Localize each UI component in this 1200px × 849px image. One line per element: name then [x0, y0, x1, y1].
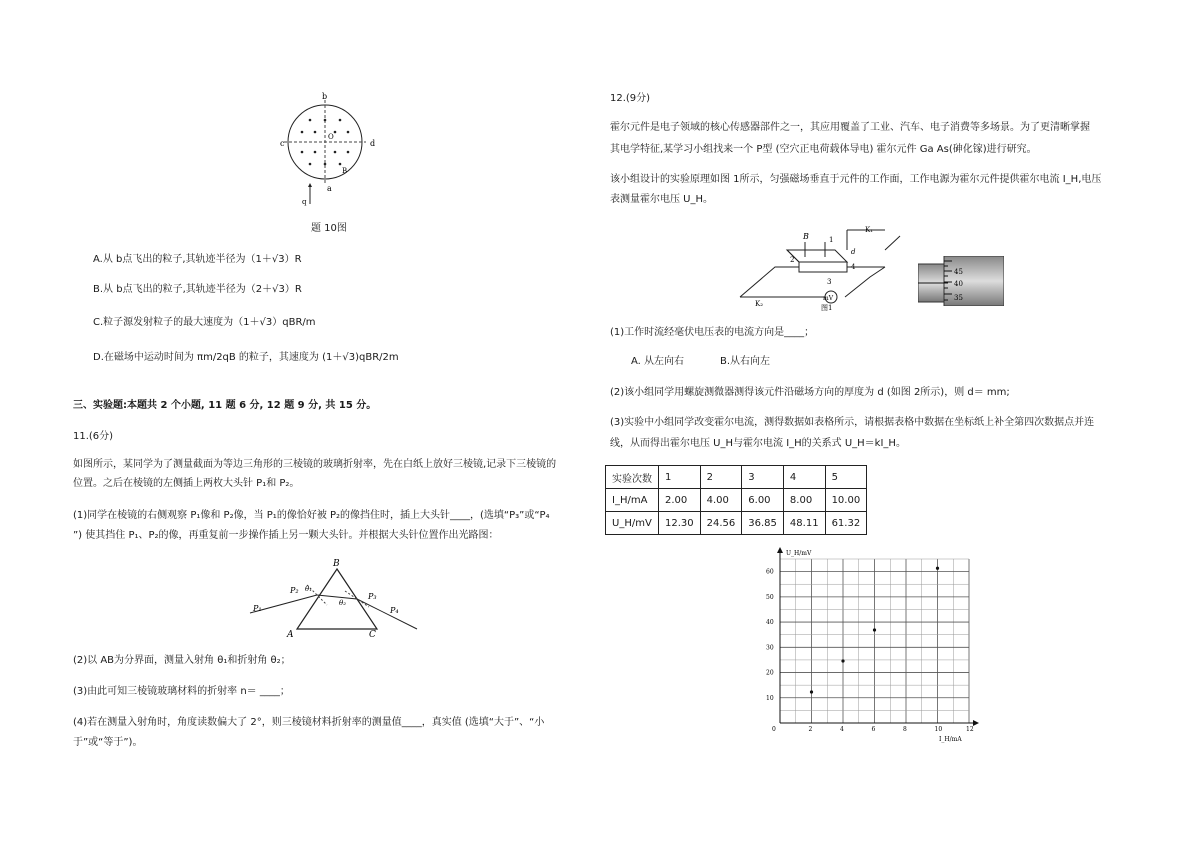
table-cell: 61.32	[825, 512, 867, 535]
figure-1-caption: 图1	[821, 304, 833, 312]
q12-sub3-line2: 线，从而得出霍尔电压 U_H与霍尔电流 I_H的关系式 U_H＝kI_H。	[610, 438, 906, 449]
prism-figure	[245, 555, 435, 643]
table-header-row	[606, 466, 867, 489]
table-cell: 10.00	[825, 489, 867, 512]
option-d: D.在磁场中运动时间为 πm/2qB 的粒子，其速度为 (1＋√3)qBR/2m	[93, 352, 399, 363]
pin-p1: P₁	[253, 604, 262, 613]
q12-sub3-line1: (3)实验中小组同学改变霍尔电流，测得数据如表格所示，请根据表格中数据在坐标纸上补全第四次数据点并连	[610, 417, 1095, 428]
prism-vertex-c: C	[369, 630, 376, 640]
q11-sub1-line2: ”) 使其挡住 P₁、P₂的像，再重复前一步操作插上另一颗大头针。并根据大头针位置作出光路图：	[73, 530, 499, 541]
table-row	[606, 489, 867, 512]
q11-paragraph-1: 如图所示，某同学为了测量截面为等边三角形的三棱镜的玻璃折射率，先在白纸上放好三棱镜,记录下三棱镜的	[73, 459, 557, 470]
field-b-label: B	[803, 232, 809, 241]
table-cell: I_H/mA	[606, 489, 659, 512]
theta1-label: θ₁	[305, 585, 313, 593]
x-tick-label: 4	[840, 726, 844, 733]
q11-sub3: (3)由此可知三棱镜玻璃材料的折射率 n＝ ____；	[73, 686, 290, 697]
pin-p2: P₂	[290, 586, 299, 595]
terminal-4: 4	[851, 263, 856, 271]
magnetic-field-figure	[280, 92, 400, 212]
q12-paragraph-3: 该小组设计的实验原理如图 1所示，匀强磁场垂直于元件的工作面，工作电源为霍尔元件提供霍尔电流 I_H,电压	[610, 174, 1102, 185]
table-cell: 4	[783, 466, 825, 489]
label-c: c	[280, 139, 285, 148]
prism-vertex-b: B	[333, 559, 340, 569]
terminal-3: 3	[827, 278, 832, 286]
y-tick-label: 30	[766, 644, 774, 652]
voltmeter-label: mV	[823, 295, 834, 302]
table-cell: 12.30	[659, 512, 701, 535]
label-b: b	[322, 92, 328, 101]
table-cell: 实验次数	[606, 466, 659, 489]
micrometer-figure	[918, 256, 1004, 306]
pin-p3: P₃	[368, 592, 377, 601]
prism-vertex-a: A	[287, 630, 294, 640]
option-a: A.从 b点飞出的粒子,其轨迹半径为（1＋√3）R	[93, 254, 302, 265]
switch-k1-label: K₁	[865, 226, 874, 234]
theta2-label: θ₂	[339, 599, 347, 607]
y-tick-label: 10	[766, 694, 774, 702]
q12-sub1-option-b: B.从右向左	[720, 356, 771, 367]
hall-graph	[755, 545, 980, 745]
terminal-2: 2	[790, 256, 795, 264]
graph-x-label: I_H/mA	[939, 736, 962, 743]
y-tick-label: 50	[766, 593, 774, 601]
q12-paragraph-4: 表测量霍尔电压 U_H。	[610, 194, 714, 205]
q12-sub1-option-a: A. 从左向右	[631, 356, 685, 367]
q12-paragraph-1: 霍尔元件是电子领域的核心传感器部件之一，其应用覆盖了工业、汽车、电子消费等多场景。为了更清晰掌握	[610, 122, 1090, 133]
x-tick-label: 2	[808, 726, 813, 733]
q12-heading: 12.(9分)	[610, 93, 651, 104]
x-tick-label: 12	[966, 726, 974, 733]
x-tick-label: 6	[871, 726, 876, 733]
y-tick-label: 60	[766, 568, 774, 576]
table-cell: 2	[700, 466, 742, 489]
micrometer-tick-35: 35	[954, 294, 963, 302]
q11-sub4-line1: (4)若在测量入射角时，角度读数偏大了 2°，则三棱镜材料折射率的测量值____，真实值 (选填“大于”、“小	[73, 717, 545, 728]
label-b-field: B	[342, 167, 348, 175]
terminal-1: 1	[829, 236, 834, 244]
data-point	[873, 628, 876, 631]
data-point	[810, 690, 813, 693]
q11-sub2: (2)以 AB为分界面，测量入射角 θ₁和折射角 θ₂；	[73, 655, 291, 666]
x-tick-label: 8	[903, 726, 907, 733]
x-tick-label: 10	[934, 726, 943, 733]
q12-sub1: (1)工作时流经毫伏电压表的电流方向是____；	[610, 327, 815, 338]
hall-circuit-figure	[735, 222, 915, 314]
option-b: B.从 b点飞出的粒子,其轨迹半径为（2＋√3）R	[93, 284, 302, 295]
label-a: a	[327, 184, 332, 193]
fig10-caption: 题 10图	[311, 223, 347, 234]
graph-y-label: U_H/mV	[786, 550, 812, 557]
table-cell: 8.00	[783, 489, 825, 512]
label-d: d	[370, 139, 376, 148]
label-q: q	[302, 198, 307, 206]
y-tick-label: 40	[766, 619, 774, 627]
q12-sub2: (2)该小组同学用螺旋测微器测得该元件沿磁场方向的厚度为 d (如图 2所示)，则 d＝ mm;	[610, 387, 1010, 398]
micrometer-tick-40: 40	[954, 280, 963, 288]
option-c: C.粒子源发射粒子的最大速度为（1＋√3）qBR/m	[93, 317, 316, 328]
data-table	[605, 465, 867, 535]
pin-p4: P₄	[390, 606, 399, 615]
q11-paragraph-2: 位置。之后在棱镜的左侧插上两枚大头针 P₁和 P₂。	[73, 478, 300, 489]
section-3-heading: 三、实验题:本题共 2 个小题, 11 题 6 分, 12 题 9 分, 共 15 分。	[73, 400, 377, 411]
graph-origin: 0	[772, 726, 776, 733]
data-point	[936, 567, 939, 570]
y-tick-label: 20	[766, 669, 774, 677]
data-point	[841, 659, 844, 662]
table-cell: 3	[742, 466, 784, 489]
micrometer-tick-45: 45	[954, 268, 963, 276]
table-cell: 5	[825, 466, 867, 489]
label-o: O	[328, 133, 334, 141]
thickness-d-label: d	[851, 248, 856, 256]
table-cell: 48.11	[783, 512, 825, 535]
table-cell: 2.00	[659, 489, 701, 512]
table-cell: 4.00	[700, 489, 742, 512]
table-cell: 1	[659, 466, 701, 489]
q11-sub4-line2: 于”或“等于”)。	[73, 737, 143, 748]
switch-k2-label: K₂	[755, 300, 764, 308]
q11-sub1-line1: (1)同学在棱镜的右侧观察 P₁像和 P₂像，当 P₁的像恰好被 P₂的像挡住时，插上大头针____，(选填“P₃”或“P₄	[73, 510, 550, 521]
table-cell: 24.56	[700, 512, 742, 535]
table-cell: 6.00	[742, 489, 784, 512]
table-row	[606, 512, 867, 535]
table-cell: 36.85	[742, 512, 784, 535]
q11-heading: 11.(6分)	[73, 431, 114, 442]
table-cell: U_H/mV	[606, 512, 659, 535]
q12-paragraph-2: 其电学特征,某学习小组找来一个 P型 (空穴正电荷载体导电) 霍尔元件 Ga As(砷化镓)进行研究。	[610, 144, 1037, 155]
